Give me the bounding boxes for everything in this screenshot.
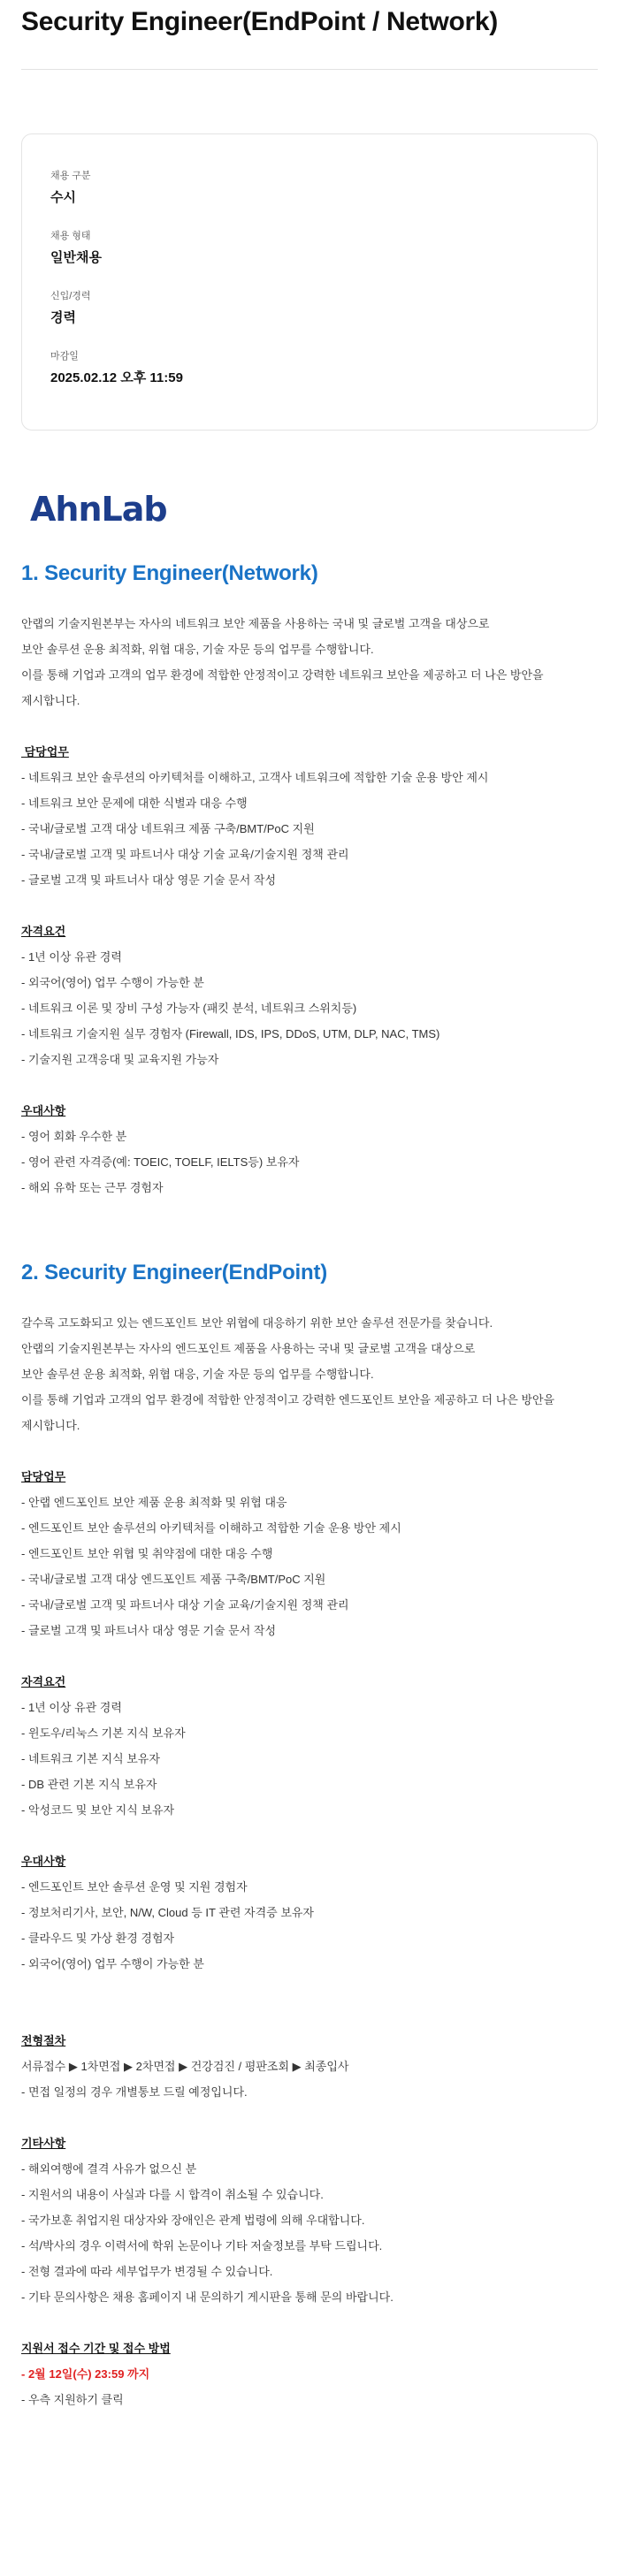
info-value: 수시 [50, 190, 76, 205]
requirement-item: - 외국어(영어) 업무 수행이 가능한 분 [21, 976, 204, 989]
other-item: - 해외여행에 결격 사유가 없으신 분 [21, 2162, 197, 2176]
duties-block [21, 739, 598, 893]
requirement-item: - 기술지원 고객응대 및 교육지원 가능자 [21, 1053, 219, 1066]
preferred-item: - 엔드포인트 보안 솔루션 운영 및 지원 경험자 [21, 1880, 248, 1894]
info-label: 채용 형태 [50, 231, 91, 241]
preferred-heading: 우대사항 [21, 1104, 66, 1117]
intro-line: 갈수록 고도화되고 있는 엔드포인트 보안 위협에 대응하기 위한 보안 솔루션 전문가를 찾습니다. [21, 1316, 493, 1330]
other-item: - 석/박사의 경우 이력서에 학위 논문이나 기타 저술정보를 부탁 드립니다. [21, 2239, 383, 2252]
page-title: Security Engineer(EndPoint / Network) [21, 7, 498, 36]
info-label: 마감일 [50, 351, 79, 362]
preferred-item: - 영어 회화 우수한 분 [21, 1130, 127, 1143]
requirement-item: - 네트워크 기술지원 실무 경험자 (Firewall, IDS, IPS, DDoS, UTM, DLP, NAC, TMS) [21, 1027, 440, 1040]
intro-line: 이를 통해 기업과 고객의 업무 환경에 적합한 안정적이고 강력한 네트워크 보안을 제공하고 더 나은 방안을 [21, 668, 544, 682]
duty-item: - 국내/글로벌 고객 및 파트너사 대상 기술 교육/기술지원 정책 관리 [21, 848, 349, 861]
info-career-level [50, 290, 569, 327]
info-value: 경력 [50, 310, 76, 325]
preferred-block [21, 1848, 598, 1977]
section-endpoint [21, 1259, 598, 1977]
intro-line: 이를 통해 기업과 고객의 업무 환경에 적합한 안정적이고 강력한 엔드포인트 보안을 제공하고 더 나은 방안을 [21, 1393, 555, 1406]
duty-item: - 국내/글로벌 고객 대상 엔드포인트 제품 구축/BMT/PoC 지원 [21, 1573, 326, 1586]
other-item: - 기타 문의사항은 채용 홈페이지 내 문의하기 게시판을 통해 문의 바랍니다. [21, 2290, 394, 2304]
process-line: 서류접수 ▶ 1차면접 ▶ 2차면접 ▶ 건강검진 / 평판조회 ▶ 최종입사 [21, 2060, 349, 2073]
intro-line: 안랩의 기술지원본부는 자사의 네트워크 보안 제품을 사용하는 국내 및 글로벌 고객을 대상으로 [21, 617, 490, 630]
info-label: 채용 구분 [50, 171, 91, 181]
duty-item: - 안랩 엔드포인트 보안 제품 운용 최적화 및 위협 대응 [21, 1496, 287, 1509]
intro-line: 보안 솔루션 운용 최적화, 위협 대응, 기술 자문 등의 업무를 수행합니다. [21, 643, 374, 656]
application-block [21, 2336, 598, 2412]
requirement-item: - 네트워크 기본 지식 보유자 [21, 1752, 160, 1765]
requirements-block [21, 1669, 598, 1823]
duty-item: - 글로벌 고객 및 파트너사 대상 영문 기술 문서 작성 [21, 873, 276, 887]
requirement-item: - 윈도우/리눅스 기본 지식 보유자 [21, 1726, 186, 1740]
hiring-process-block [21, 2028, 598, 2105]
info-value: 2025.02.12 오후 11:59 [50, 370, 183, 385]
info-employment-type [50, 230, 569, 267]
requirement-item: - DB 관련 기본 지식 보유자 [21, 1778, 157, 1791]
intro-line: 제시합니다. [21, 694, 80, 707]
application-heading: 지원서 접수 기간 및 접수 방법 [21, 2342, 171, 2355]
other-heading: 기타사항 [21, 2137, 66, 2150]
application-method: - 우측 지원하기 클릭 [21, 2393, 124, 2406]
duties-block [21, 1464, 598, 1643]
duty-item: - 네트워크 보안 솔루션의 아키텍처를 이해하고, 고객사 네트워크에 적합한 기술 운용 방안 제시 [21, 771, 489, 784]
section-network [21, 560, 598, 1200]
preferred-item: - 해외 유학 또는 근무 경험자 [21, 1181, 164, 1194]
info-deadline [50, 350, 569, 387]
requirement-item: - 네트워크 이론 및 장비 구성 가능자 (패킷 분석, 네트워크 스위치등) [21, 1002, 357, 1015]
section-title: 1. Security Engineer(Network) [21, 561, 318, 585]
requirement-item: - 1년 이상 유관 경력 [21, 950, 122, 964]
info-label: 신입/경력 [50, 291, 91, 301]
title-divider [21, 69, 598, 70]
duty-item: - 글로벌 고객 및 파트너사 대상 영문 기술 문서 작성 [21, 1624, 276, 1637]
requirements-block [21, 918, 598, 1072]
duty-item: - 국내/글로벌 고객 대상 네트워크 제품 구축/BMT/PoC 지원 [21, 822, 315, 835]
section-intro [21, 611, 598, 713]
info-value: 일반채용 [50, 250, 102, 265]
logo-text: AhnLab [30, 490, 167, 529]
info-recruit-type [50, 170, 569, 207]
duty-item: - 네트워크 보안 문제에 대한 식별과 대응 수행 [21, 796, 248, 810]
intro-line: 안랩의 기술지원본부는 자사의 엔드포인트 제품을 사용하는 국내 및 글로벌 고객을 대상으로 [21, 1342, 476, 1355]
section-title: 2. Security Engineer(EndPoint) [21, 1261, 328, 1284]
intro-line: 제시합니다. [21, 1419, 80, 1432]
other-item: - 지원서의 내용이 사실과 다를 시 합격이 취소될 수 있습니다. [21, 2188, 324, 2201]
preferred-item: - 클라우드 및 가상 환경 경험자 [21, 1932, 175, 1945]
preferred-item: - 영어 관련 자격증(예: TOEIC, TOELF, IELTS등) 보유자 [21, 1155, 300, 1169]
process-heading: 전형절차 [21, 2034, 66, 2047]
duty-item: - 엔드포인트 보안 솔루션의 아키텍처를 이해하고 적합한 기술 운용 방안 제시 [21, 1521, 401, 1535]
other-notes-block [21, 2130, 598, 2310]
requirement-item: - 1년 이상 유관 경력 [21, 1701, 122, 1714]
preferred-item: - 외국어(영어) 업무 수행이 가능한 분 [21, 1957, 204, 1970]
ahnlab-logo [28, 487, 598, 530]
requirement-item: - 악성코드 및 보안 지식 보유자 [21, 1803, 175, 1817]
duties-heading: 담당업무 [21, 1470, 66, 1483]
application-deadline: - 2월 12일(수) 23:59 까지 [21, 2367, 150, 2381]
duty-item: - 국내/글로벌 고객 및 파트너사 대상 기술 교육/기술지원 정책 관리 [21, 1598, 349, 1612]
ahnlab-logo-image [28, 487, 187, 530]
preferred-item: - 정보처리기사, 보안, N/W, Cloud 등 IT 관련 자격증 보유자 [21, 1906, 314, 1919]
duty-item: - 엔드포인트 보안 위협 및 취약점에 대한 대응 수행 [21, 1547, 273, 1560]
intro-line: 보안 솔루션 운용 최적화, 위협 대응, 기술 자문 등의 업무를 수행합니다. [21, 1368, 374, 1381]
other-item: - 전형 결과에 따라 세부업무가 변경될 수 있습니다. [21, 2265, 273, 2278]
preferred-heading: 우대사항 [21, 1855, 66, 1868]
section-intro [21, 1310, 598, 1438]
job-info-card [21, 133, 598, 431]
preferred-block [21, 1098, 598, 1200]
duties-heading: 담당업무 [21, 745, 69, 758]
requirements-heading: 자격요건 [21, 925, 66, 938]
other-item: - 국가보훈 취업지원 대상자와 장애인은 관계 법령에 의해 우대합니다. [21, 2214, 365, 2227]
process-line: - 면접 일정의 경우 개별통보 드릴 예정입니다. [21, 2085, 248, 2099]
requirements-heading: 자격요건 [21, 1675, 66, 1688]
